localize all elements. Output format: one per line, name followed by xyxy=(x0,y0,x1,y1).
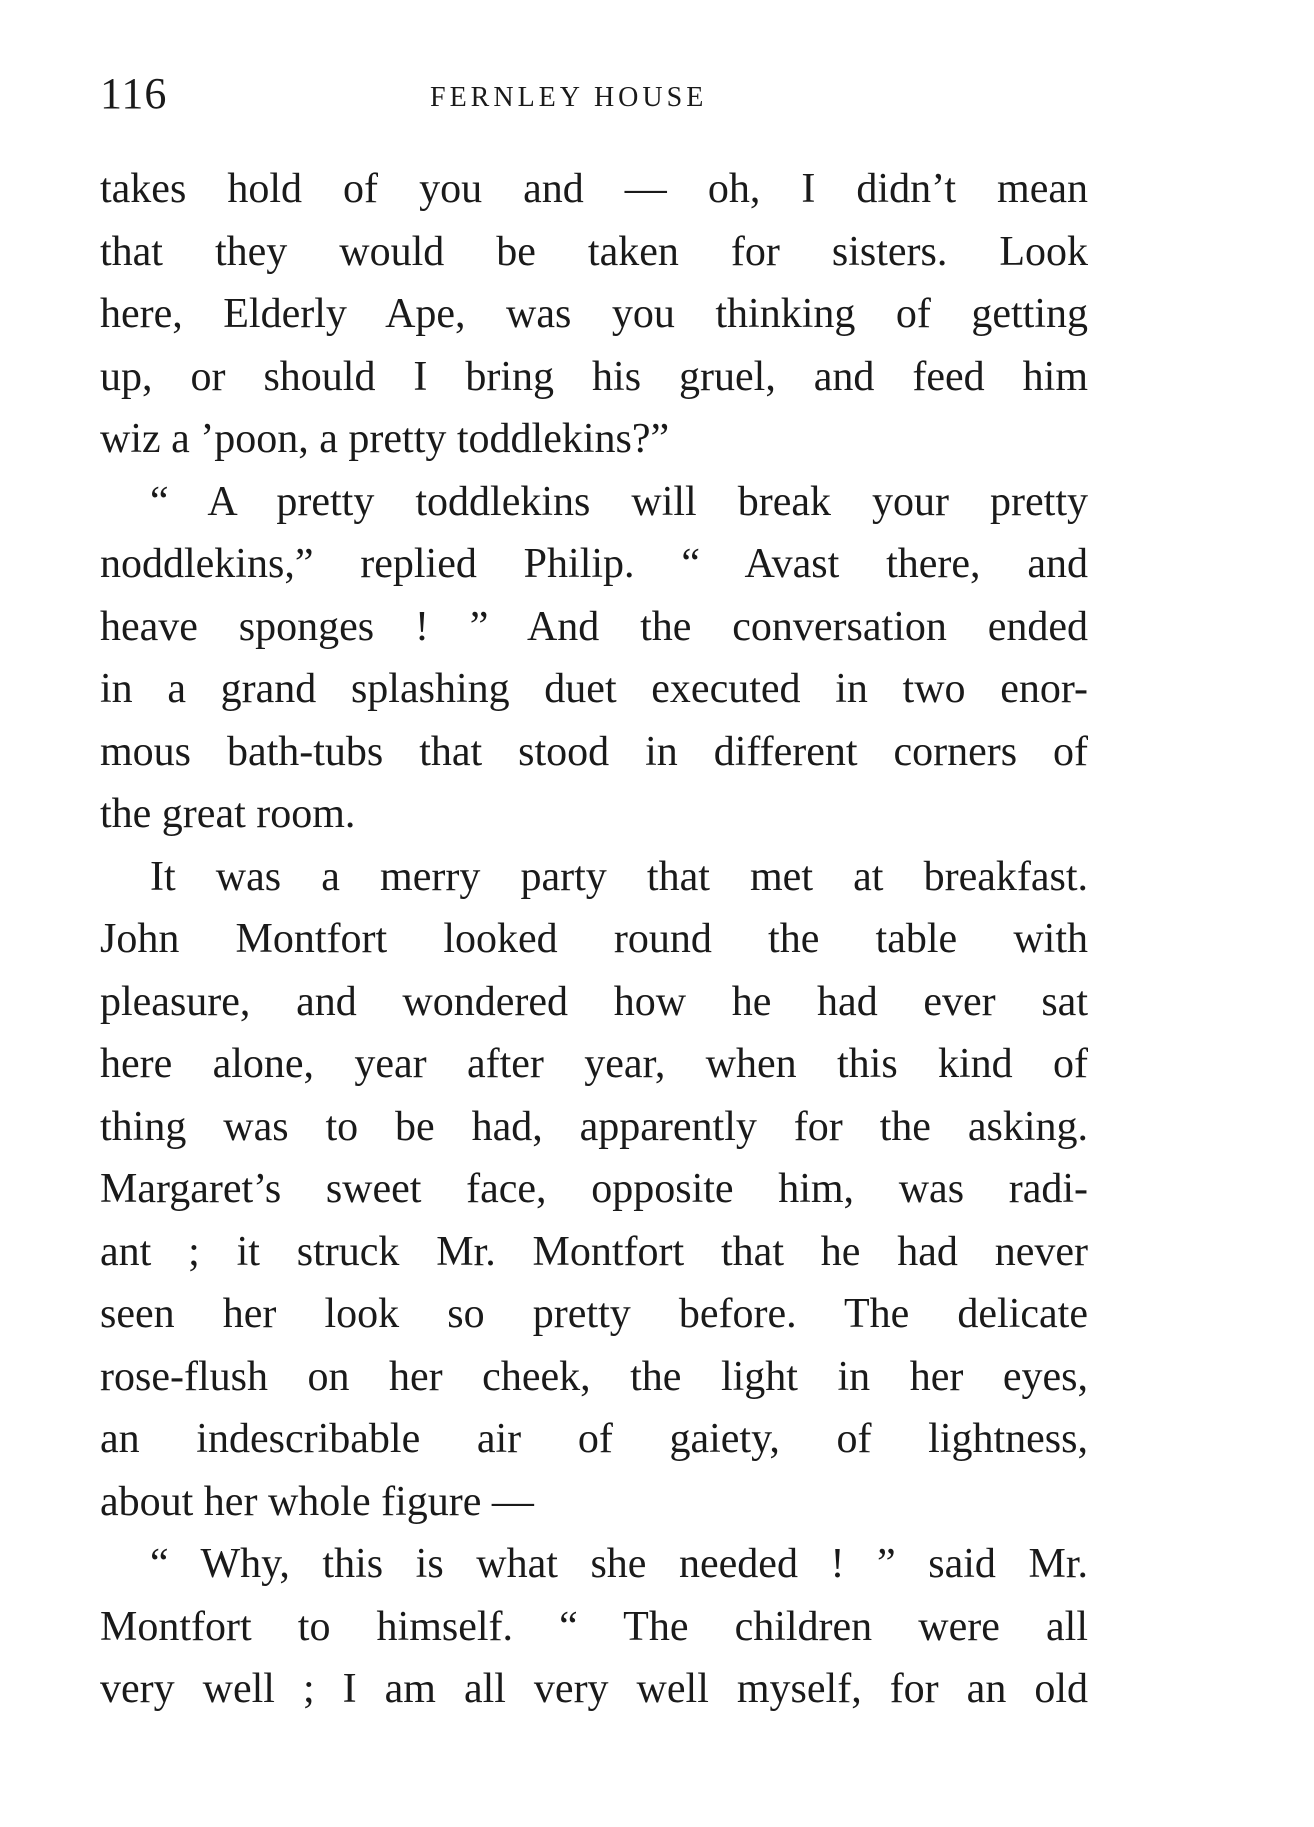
text-line: It was a merry party that met at breakfast. xyxy=(150,853,1088,900)
text-line: heave sponges ! ” And the conversation ended xyxy=(100,603,1088,650)
body-text xyxy=(100,158,1088,1721)
text-line: wiz a ’poon, a pretty toddlekins?” xyxy=(100,416,670,462)
text-line: “ Why, this is what she needed ! ” said Mr. xyxy=(150,1541,1088,1587)
text-line: pleasure, and wondered how he had ever sat xyxy=(100,978,1088,1025)
text-line: rose-flush on her cheek, the light in her eyes, xyxy=(100,1353,1088,1400)
text-line: the great room. xyxy=(100,791,356,837)
text-line: noddlekins,” replied Philip. “ Avast there, and xyxy=(100,541,1088,587)
text-line: ant ; it struck Mr. Montfort that he had never xyxy=(100,1228,1088,1275)
text-line: very well ; I am all very well myself, for an old xyxy=(100,1666,1088,1712)
text-line: Montfort to himself. “ The children were all xyxy=(100,1603,1088,1650)
text-line: mous bath-tubs that stood in different corners of xyxy=(100,728,1088,775)
text-line: here alone, year after year, when this kind of xyxy=(100,1041,1088,1087)
page-number: 116 xyxy=(100,69,168,118)
text-line: that they would be taken for sisters. Look xyxy=(100,228,1088,275)
text-line: an indescribable air of gaiety, of lightness, xyxy=(100,1416,1088,1462)
text-line: Margaret’s sweet face, opposite him, was radi- xyxy=(100,1166,1088,1212)
text-line: takes hold of you and — oh, I didn’t mean xyxy=(100,166,1088,212)
running-head: FERNLEY HOUSE xyxy=(430,82,708,113)
text-line: up, or should I bring his gruel, and feed him xyxy=(100,353,1088,400)
text-line: here, Elderly Ape, was you thinking of getting xyxy=(100,291,1088,337)
text-line: John Montfort looked round the table with xyxy=(100,916,1088,962)
text-line: “ A pretty toddlekins will break your pretty xyxy=(150,478,1088,525)
page-header xyxy=(100,68,1088,128)
text-line: thing was to be had, apparently for the asking. xyxy=(100,1103,1088,1150)
text-line: about her whole figure — xyxy=(100,1478,534,1525)
text-line: in a grand splashing duet executed in two enor- xyxy=(100,666,1088,712)
text-line: seen her look so pretty before. The delicate xyxy=(100,1291,1088,1337)
